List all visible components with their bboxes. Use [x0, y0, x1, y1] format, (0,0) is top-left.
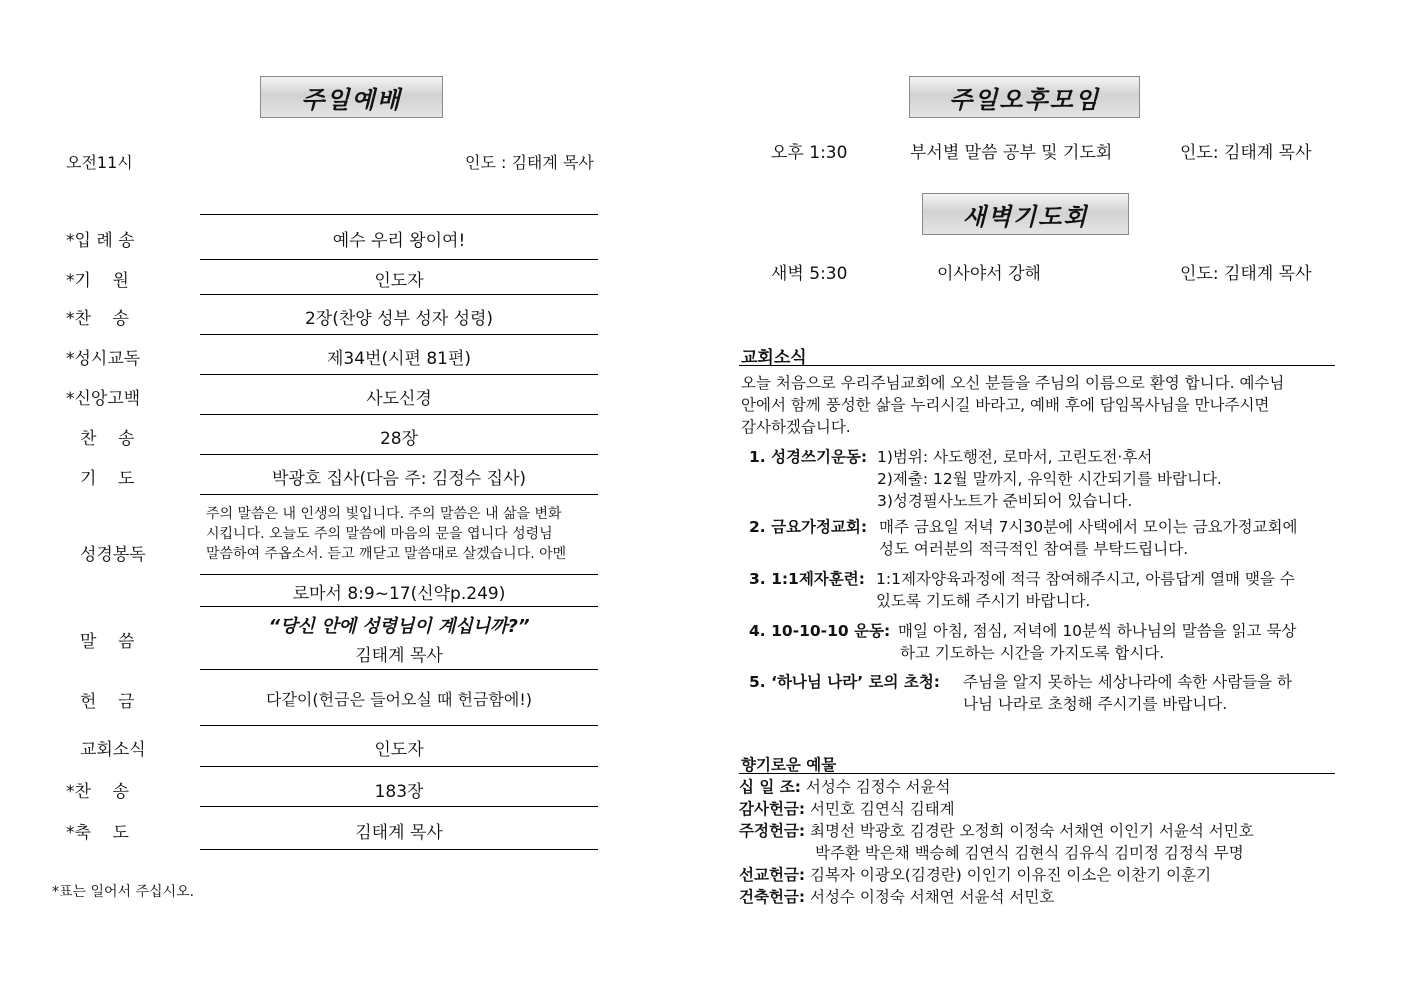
offerings-heading-rule	[739, 773, 1335, 774]
news-heading: 교회소식	[741, 348, 807, 368]
offering-label: 십 일 조:	[739, 778, 801, 796]
news-item-title: 5. ‘하나님 나라’ 로의 초청:	[749, 673, 940, 691]
news-item-body	[898, 620, 1296, 664]
worship-leader: 인도 : 김태계 목사	[465, 153, 594, 172]
order-value-offering: 다같이(헌금은 들어오실 때 헌금함에!)	[266, 690, 532, 709]
divider	[200, 806, 598, 807]
news-intro-line: 오늘 처음으로 우리주님교회에 오신 분들을 주님의 이름으로 환영 합니다. 예수님	[741, 374, 1285, 392]
divider	[200, 334, 598, 335]
order-label-closing-hymn: *찬 송	[66, 782, 129, 802]
dawn-desc: 이사야서 강해	[937, 264, 1041, 284]
divider	[200, 454, 598, 455]
worship-time: 오전11시	[66, 153, 133, 172]
offering-names: 최명선 박광호 김경란 오정희 이정숙 서채연 이인기 서윤석 서민호	[810, 822, 1254, 840]
news-item-title: 3. 1:1제자훈련:	[749, 570, 865, 588]
order-value-invocation: 인도자	[374, 271, 424, 291]
news-item-line: 하고 기도하는 시간을 가지도록 합시다.	[900, 644, 1165, 662]
order-value-entrance: 예수 우리 왕이여!	[332, 231, 466, 251]
sermon-preacher: 김태계 목사	[355, 646, 443, 666]
order-value-announcements: 인도자	[374, 740, 424, 760]
divider	[200, 414, 598, 415]
divider	[200, 574, 598, 575]
offering-names: 서성수 이정숙 서채연 서윤석 서민호	[810, 888, 1055, 906]
divider	[200, 374, 598, 375]
order-label-scripture: 성경봉독	[80, 545, 146, 565]
news-intro-line: 감사하겠습니다.	[741, 418, 851, 436]
news-intro	[741, 372, 1335, 438]
scripture-prayer-line: 말씀하여 주옵소서. 듣고 깨닫고 말씀대로 살겠습니다. 아멘	[206, 546, 567, 562]
offering-row	[739, 776, 950, 798]
news-item-line: 1:1제자양육과정에 적극 참여해주시고, 아름답게 열매 맺을 수	[876, 570, 1295, 588]
worship-banner	[260, 76, 443, 118]
dawn-leader: 인도: 김태계 목사	[1180, 264, 1312, 284]
sermon-title: “당신 안에 성령님이 계십니까?”	[268, 616, 530, 637]
news-intro-line: 안에서 함께 풍성한 삶을 누리시길 바라고, 예배 후에 담임목사님을 만나주시면	[741, 396, 1270, 414]
order-label-creed: *신앙고백	[66, 389, 141, 409]
order-label-hymn: *찬 송	[66, 309, 129, 329]
order-label-announcements: 교회소식	[80, 740, 146, 760]
order-value-hymn-2: 28장	[379, 429, 419, 449]
order-label-entrance: *입 례 송	[66, 231, 135, 251]
order-label-invocation: *기 원	[66, 271, 129, 291]
order-label-responsive-reading: *성시교독	[66, 349, 141, 369]
dawn-time: 새벽 5:30	[771, 264, 848, 284]
news-item-line: 매일 아침, 점심, 저녁에 10분씩 하나님의 말씀을 읽고 묵상	[898, 622, 1297, 640]
worship-banner-title: 주일예배	[301, 85, 402, 114]
scripture-prayer-text	[206, 504, 596, 564]
order-label-prayer: 기 도	[80, 469, 135, 489]
divider	[200, 494, 598, 495]
divider	[200, 259, 598, 260]
news-item-body	[879, 516, 1298, 560]
order-label-sermon: 말 씀	[80, 632, 135, 652]
offering-row	[739, 798, 955, 820]
offering-label: 선교헌금:	[739, 866, 806, 884]
afternoon-desc: 부서별 말씀 공부 및 기도회	[910, 143, 1113, 163]
order-value-responsive-reading: 제34번(시편 81편)	[326, 349, 472, 369]
dawn-banner	[922, 193, 1129, 235]
divider	[200, 669, 598, 670]
offering-names: 서민호 김연식 김태계	[810, 800, 955, 818]
news-heading-rule	[739, 365, 1335, 366]
divider	[200, 725, 598, 726]
order-label-hymn-2: 찬 송	[80, 429, 135, 449]
news-item-line: 나님 나라로 초청해 주시기를 바랍니다.	[963, 695, 1228, 713]
news-item-line: 2)제출: 12월 말까지, 유익한 시간되기를 바랍니다.	[877, 470, 1222, 488]
order-value-hymn: 2장(찬양 성부 성자 성령)	[304, 309, 494, 329]
news-item-body	[876, 568, 1295, 612]
order-value-creed: 사도신경	[366, 389, 432, 409]
offering-row	[815, 842, 1244, 864]
order-label-benediction: *축 도	[66, 823, 129, 843]
scripture-prayer-line: 주의 말씀은 내 인생의 빛입니다. 주의 말씀은 내 삶을 변화	[206, 506, 562, 522]
news-item-line: 성도 여러분의 적극적인 참여를 부탁드립니다.	[879, 540, 1189, 558]
offering-row	[739, 864, 1211, 886]
news-item-line: 주님을 알지 못하는 세상나라에 속한 사람들을 하	[963, 673, 1293, 691]
offering-label: 감사헌금:	[739, 800, 806, 818]
divider	[200, 849, 598, 850]
news-item-line: 있도록 기도해 주시기 바랍니다.	[876, 592, 1091, 610]
order-label-offering: 헌 금	[80, 692, 135, 712]
offering-names: 박주환 박은채 백승혜 김연식 김현식 김유식 김미정 김정식 무명	[815, 844, 1244, 862]
order-value-benediction: 김태계 목사	[355, 823, 443, 843]
divider	[200, 294, 598, 295]
news-item-title: 4. 10-10-10 운동:	[749, 622, 891, 640]
divider	[200, 214, 598, 215]
divider	[200, 606, 598, 607]
news-item-body	[963, 671, 1292, 715]
afternoon-banner	[909, 76, 1140, 118]
divider	[200, 766, 598, 767]
offering-row	[739, 886, 1054, 908]
scripture-prayer-line: 시킵니다. 오늘도 주의 말씀에 마음의 문을 엽니다 성령님	[206, 526, 553, 542]
news-item-line: 매주 금요일 저녁 7시30분에 사택에서 모이는 금요가정교회에	[879, 518, 1298, 536]
news-item-line: 1)범위: 사도행전, 로마서, 고린도전·후서	[877, 448, 1153, 466]
offering-row	[739, 820, 1254, 842]
dawn-banner-title: 새벽기도회	[962, 202, 1089, 231]
order-value-closing-hymn: 183장	[374, 782, 424, 802]
news-item-title: 1. 성경쓰기운동:	[749, 448, 868, 466]
news-item-body	[877, 446, 1222, 512]
afternoon-banner-title: 주일오후모임	[948, 85, 1101, 114]
order-value-prayer: 박광호 집사(다음 주: 김정수 집사)	[271, 469, 527, 489]
standing-footnote: *표는 일어서 주십시오.	[52, 884, 195, 900]
offering-names: 서성수 김정수 서윤석	[805, 778, 951, 796]
offerings-heading: 향기로운 예물	[741, 756, 837, 774]
news-item-title: 2. 금요가정교회:	[749, 518, 868, 536]
offering-label: 주정헌금:	[739, 822, 806, 840]
afternoon-leader: 인도: 김태계 목사	[1180, 143, 1312, 163]
news-item-line: 3)성경필사노트가 준비되어 있습니다.	[877, 492, 1133, 510]
offering-names: 김복자 이광오(김경란) 이인기 이유진 이소은 이찬기 이훈기	[810, 866, 1212, 884]
order-value-scripture: 로마서 8:9~17(신약p.249)	[292, 584, 506, 604]
offering-label: 건축헌금:	[739, 888, 806, 906]
afternoon-time: 오후 1:30	[771, 143, 848, 163]
